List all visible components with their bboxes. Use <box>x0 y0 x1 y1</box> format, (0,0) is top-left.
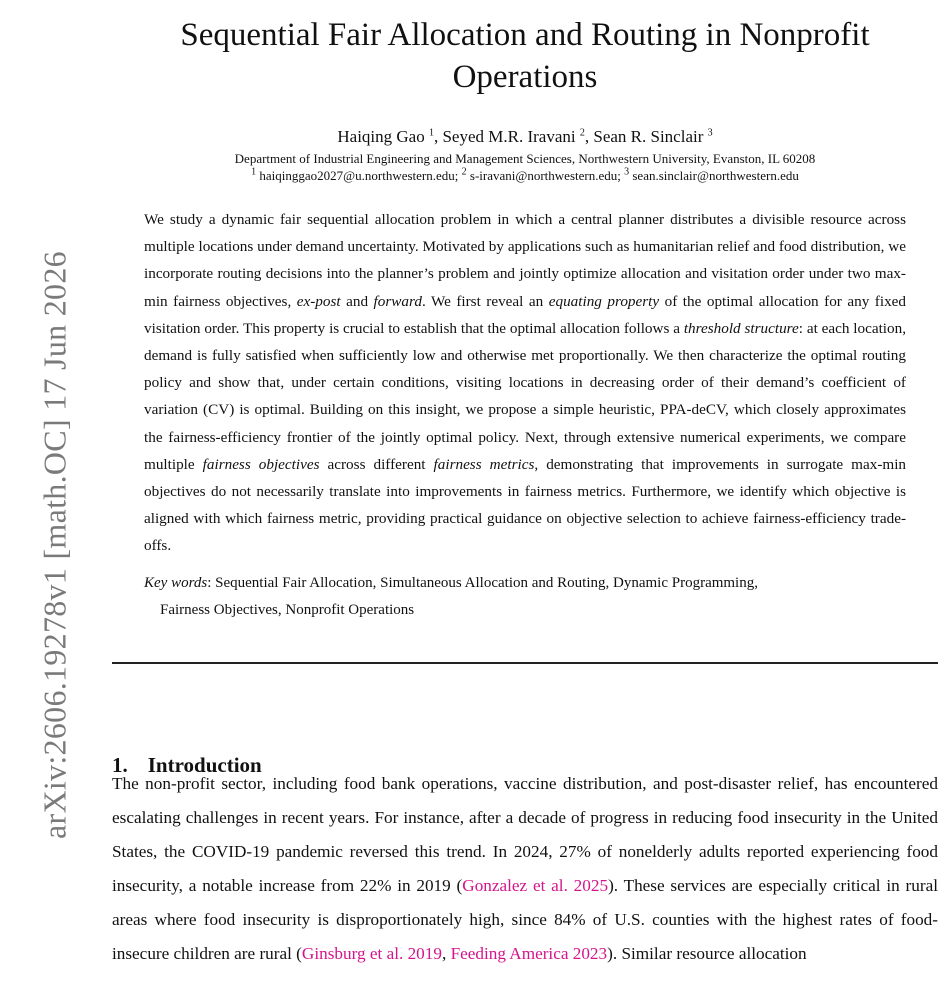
abstract-text: : at each location, demand is fully satisfied when sufficiently low and otherwise met proportionally. We then characterize the optimal routing policy and show that, under certain conditions, visiting locations in decreasing order of their demand’s coefficient of variation (CV) is optimal. Building on this insight, we propose a simple heuristic, PPA-deCV, which closely approximates the fairness-efficiency frontier of the jointly optimal policy. Next, through extensive numerical experiments, we compare multiple <box>144 319 907 473</box>
abstract-emphasis: fairness metrics <box>433 455 535 473</box>
email-mark: 1 <box>251 166 257 178</box>
abstract-text: and <box>340 292 374 310</box>
author-mark: 1 <box>428 127 434 139</box>
body-text: The non-profit sector, including food bank operations, vaccine distribution, and post-disaster relief, has encountered escalating challenges in recent years. For instance, after a decade of progress in reducing food insecurity in the United States, the COVID-19 pandemic reversed this trend. In 2024, 27% of nonelderly adults reported experiencing food insecurity, a notable increase from 22% in 2019 ( <box>112 774 938 895</box>
keywords-label: Key words <box>144 574 208 591</box>
citation-link[interactable]: Gonzalez et al. 2025 <box>462 876 609 895</box>
author-mark: 2 <box>579 127 585 139</box>
abstract-emphasis: threshold structure <box>683 319 799 337</box>
keywords-line: Fairness Objectives, Nonprofit Operations <box>160 601 415 618</box>
email-address: haiqinggao2027@u.northwestern.edu; <box>259 168 459 183</box>
section-title: Introduction <box>147 753 262 778</box>
abstract-emphasis: equating property <box>548 292 660 310</box>
abstract-text: across different <box>319 455 434 473</box>
keywords-line: Sequential Fair Allocation, Simultaneous Allocation and Routing, Dynamic Programming, <box>215 574 758 591</box>
email-address: s-iravani@northwestern.edu; <box>469 168 621 183</box>
abstract-emphasis: forward <box>373 292 422 310</box>
abstract <box>144 206 906 560</box>
keywords: Key words: Sequential Fair Allocation, Simultaneous Allocation and Routing, Dynamic Programming, Fairness Objectives, Nonprofit Operations <box>144 570 906 624</box>
section-divider <box>112 662 938 664</box>
citation-link[interactable]: Ginsburg et al. 2019 <box>301 944 442 963</box>
author-mark: 3 <box>707 127 713 139</box>
intro-paragraph <box>112 767 938 971</box>
author-name: Haiqing Gao <box>337 127 425 146</box>
body-text: , <box>441 944 451 963</box>
author-list: Haiqing Gao $^1$, Seyed M.R. Iravani $^2$, Sean R. Sinclair $^3$ <box>337 127 713 146</box>
section-number: 1. <box>112 753 128 778</box>
citation-link[interactable]: Feeding America 2023 <box>450 944 608 963</box>
abstract-text: We study a dynamic fair sequential allocation problem in which a central planner distributes a divisible resource across multiple locations under demand uncertainty. Motivated by applications such as humanitarian relief and food distribution, we incorporate routing decisions into the planner’s problem and jointly optimize allocation and visitation order under two max-min fairness objectives, <box>144 211 906 310</box>
abstract-emphasis: ex-post <box>296 292 341 310</box>
paper-page <box>112 0 939 963</box>
email-address: sean.sinclair@northwestern.edu <box>632 168 799 183</box>
author-name: Sean R. Sinclair <box>593 127 704 146</box>
arxiv-identifier: arXiv:2606.19278v1 [math.OC] 17 Jun 2026 <box>36 251 73 839</box>
author-name: Seyed M.R. Iravani <box>442 127 576 146</box>
body-text: ). Similar resource allocation <box>607 944 807 963</box>
affiliation: Department of Industrial Engineering and Management Sciences, Northwestern University, Evanston, IL 60208 <box>234 151 816 166</box>
paper-title: Sequential Fair Allocation and Routing in Nonprofit Operations <box>180 17 870 95</box>
body-text: ). These services are especially critical in rural areas where food insecurity is disproportionately high, since 84% of U.S. counties with the highest rates of food-insecure children are rural ( <box>112 876 939 963</box>
email-mark: 2 <box>461 166 467 178</box>
abstract-text: , demonstrating that improvements in surrogate max-min objectives do not necessarily translate into improvements in fairness metrics. Furthermore, we identify which objective is aligned with which fairness metric, providing practical guidance on objective selection to achieve fairness-efficiency trade-offs. <box>144 455 907 555</box>
abstract-text: . We first reveal an <box>421 292 549 310</box>
abstract-emphasis: fairness objectives <box>202 455 320 473</box>
email-mark: 3 <box>624 166 630 178</box>
abstract-text: of the optimal allocation for any fixed visitation order. This property is crucial to establish that the optimal allocation follows a <box>144 292 906 337</box>
email-list <box>112 167 938 184</box>
